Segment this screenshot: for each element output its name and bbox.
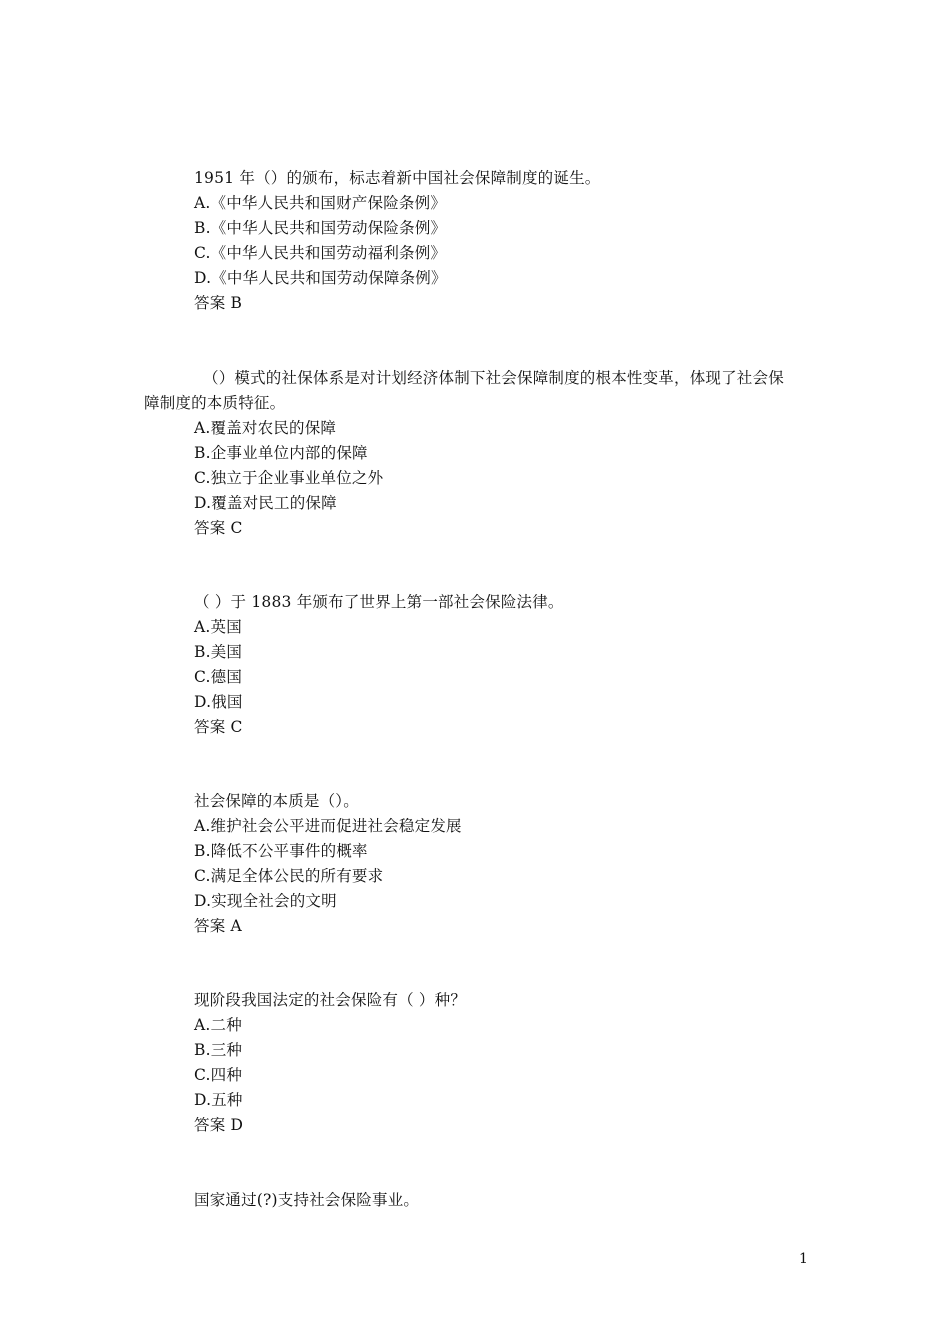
answer: 答案 A: [194, 917, 242, 935]
option-d: D.覆盖对民工的保障: [194, 494, 337, 512]
option-a: A.英国: [194, 618, 242, 636]
option-c: C.满足全体公民的所有要求: [194, 867, 384, 885]
option-a: A.二种: [194, 1016, 242, 1034]
option-d: D.俄国: [194, 693, 243, 711]
question-stem: 社会保障的本质是（）。: [194, 792, 359, 810]
question-stem: （ ）于 1883 年颁布了世界上第一部社会保险法律。: [194, 593, 564, 611]
option-a: A.《中华人民共和国财产保险条例》: [194, 194, 447, 212]
option-c: C.独立于企业事业单位之外: [194, 469, 384, 487]
answer: 答案 C: [194, 718, 243, 736]
option-c: C.德国: [194, 668, 243, 686]
option-a: A.覆盖对农民的保障: [194, 419, 337, 437]
option-d: D.五种: [194, 1091, 243, 1109]
answer: 答案 B: [194, 294, 243, 312]
question-stem: 国家通过(?)支持社会保险事业。: [194, 1191, 420, 1209]
option-b: B.三种: [194, 1041, 243, 1059]
question-stem: 现阶段我国法定的社会保险有（ ）种？: [194, 991, 467, 1009]
option-b: B.降低不公平事件的概率: [194, 842, 368, 860]
option-b: B.《中华人民共和国劳动保险条例》: [194, 219, 447, 237]
option-a: A.维护社会公平进而促进社会稳定发展: [194, 817, 462, 835]
answer: 答案 C: [194, 519, 243, 537]
option-d: D.《中华人民共和国劳动保障条例》: [194, 269, 447, 287]
question-stem: 1951 年（）的颁布，标志着新中国社会保障制度的诞生。: [194, 169, 601, 187]
option-c: C.《中华人民共和国劳动福利条例》: [194, 244, 447, 262]
question-stem-line-1: （）模式的社保体系是对计划经济体制下社会保障制度的根本性变革，体现了社会保: [203, 369, 784, 387]
option-d: D.实现全社会的文明: [194, 892, 337, 910]
page-number: 1: [799, 1251, 808, 1267]
option-c: C.四种: [194, 1066, 243, 1084]
option-b: B.企事业单位内部的保障: [194, 444, 368, 462]
answer: 答案 D: [194, 1116, 244, 1134]
question-stem-line-2: 障制度的本质特征。: [144, 394, 286, 412]
option-b: B.美国: [194, 643, 243, 661]
